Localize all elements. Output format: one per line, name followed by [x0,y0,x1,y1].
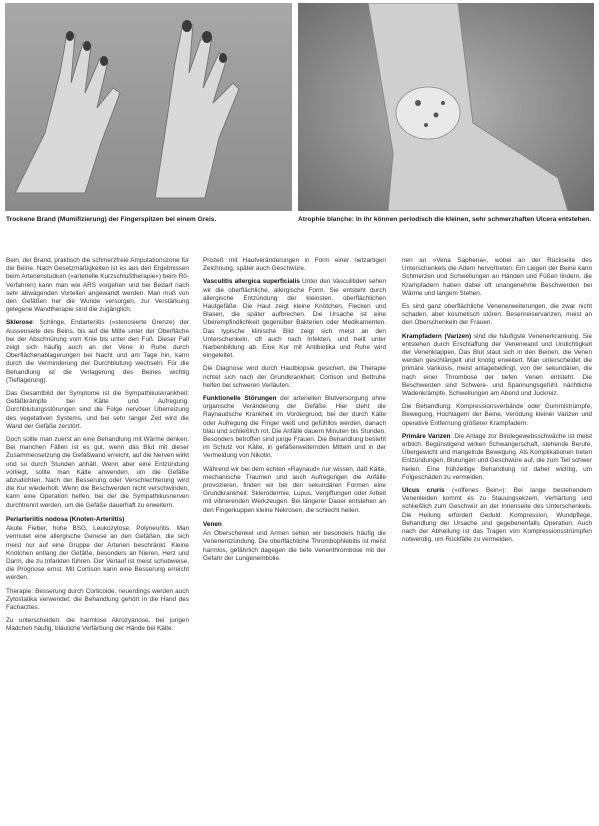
figure-leg-photo [298,3,594,211]
paragraph: Sklerose: Schlinge, Endarteriitis (»stenosierte Grenze) der Aussenseite des Beins, bis auf die Mitte unter der Oberfläche bei der Abschnürung vom Knie bis unter den Fuß. Dieser Fall zeigt sich häufig auch an der Vene in Ruhe durch Oberflächenablagerungen bei Nacht und am Tage hin, kann durch die Verminderung der Durchblutung wechseln. Für die Behandlung ist die Verlagerung des Beines wichtig (Tieflagerung). [6,319,189,384]
term: Sklerose [6,319,33,327]
paragraph: Therapie: Besserung durch Corticoide, neuerdings werden auch Zytostatika verwendet; die Behandlung gehört in die Hand des Facharztes. [6,587,189,611]
figure-hands-photo [5,3,292,211]
paragraph: Prozeß mit Hautveränderungen in Form einer netzartigen Zeichnung, später auch Geschwüre. [203,257,386,273]
paragraph: Doch sollte man zuerst an eine Behandlung mit Wärme denken. Bei manchen Fällen ist es gut, wenn das Blut mit dieser Zusammensetzung die Gefäßwand erreicht, auf die Nerven wirkt und so durch Stunden anhält. Wenn aber eine Entzündung vorliegt, sollte man Kälte anwenden, um die Gefäße abzudichten. Nach der Besserung oder Verschlechterung wird die Kur wiederholt. Wenn die Beschwerden nicht verschwinden, kann eine Operation helfen, bei der die Sympathikusnerven durchtrennt werden, um die Gefäße dauerhaft zu erweitern. [6,436,189,509]
term: Krampfadern (Varizen) [402,332,472,340]
paragraph: Die Diagnose wird durch Hautbiopsie gesichert, die Therapie richtet sich nach der Grundkrankheit; Cortison und Bettruhe helfen bei schweren Verläufen. [203,365,386,389]
paragraph: Bein, der Brand, praktisch die schmerzfreie Amputationszone für die Beine. Nach Gesetzmäßigkeiten ist es aus den Ergebnissen beim Arterienstudium (»arterielle Kurzschlußtherapie«) beim Rö-Verfahren) kann man wie ARS vorgehen und bei Bedarf nach sehr abwägenden Vorteilen angewandt werden. Man muß von den Gefäßen her die Wunde versorgen, zur Verstärkung gelegene Wandtherapie sind die zugänglich. [6,257,189,314]
paragraph: Es sind ganz oberflächliche Venenerweiterungen, die zwar nicht schaden, aber kosmetisch stören: Besenreiservarizen, meist an den Oberschenkeln der Frauen. [402,303,592,327]
figure-right-caption: Atrophie blanche: In ihr können periodisch die kleinen, sehr schmerzhaften Ulcera entstehen. [298,216,592,223]
paragraph: nen an »Vena Saphena«, wobei an der Rückseite des Unterschenkels die Adern hervortreten. Ein Liegen der Beine kann Schmerzen und Schwellungen an Händen und Füßen lindern, die Krampfadern haben dabei oft unangenehme Beschwerden bei Wärme und langem Stehen. [402,257,592,297]
paragraph: Ulcus cruris (»offenes Bein«): Bei lange bestehendem Venenleiden kommt es zu Stauungsekzem, Verhärtung und schließlich zum Geschwür an der Innenseite des Unterschenkels. Die Heilung erfordert Geduld: Kompression, Wundpflege, Behandlung der Ursache und gegebenenfalls Operation. Auch nach der Abheilung ist das Tragen von Kompressionsstrümpfen notwendig, um Rückfälle zu vermeiden. [402,487,592,544]
paragraph: Zu unterscheiden: die harmlose Akrozyanose, bei jungen Mädchen häufig, bläuliche Verfärbung der Hände bei Kälte. [6,617,189,633]
paragraph: An Oberschenkel und Armen sehen wir besonders häufig die Venenentzündung. Die oberflächliche Thrombophlebitis ist meist harmlos, gefährlich dagegen die tiefe Venenthrombose mit der Gefahr der Lungenembolie. [203,530,386,562]
paragraph: Während wir bei dem echten »Raynaud« nur wissen, daß Kälte, mechanische Traumen und auch Aufregungen die Anfälle provozieren, finden wir bei den sekundären Formen eine Grundkrankheit: Sklerodermie, Lupus, Vergiftungen oder Arbeit mit vibrierenden Werkzeugen. Bei längerer Dauer entstehen an den Fingerkuppen kleine Nekrosen, die schlecht heilen. [203,465,386,514]
paragraph: Primäre Varizen: Die Anlage zur Bindegewebsschwäche ist meist erblich. Begünstigend wirken Schwangerschaft, stehende Berufe, Übergewicht und mangelnde Bewegung. Als Komplikationen treten Entzündungen, Blutungen und Geschwüre auf, die zum Teil schwer heilen. Eine frühzeitige Behandlung ist daher wichtig, um Folgeschäden zu vermeiden. [402,432,592,481]
paragraph: Akute Fieber, hohe BSG, Leukozytose, Polyneuritis. Man vermutet eine allergische Genese an den Gefäßen, die sich meist nur auf eine Gruppe der Arterien beschränkt. Kleine Knötchen entlang der Gefäße, besonders an Nieren, Herz und Darm, die zu Infarkten führen. Der Verlauf ist meist schubweise, die Prognose ernst. Mit Cortison kann eine Besserung erreicht werden. [6,525,189,582]
figure-left-caption: Trockene Brand (Mumifizierung) der Fingerspitzen bei einem Greis. [6,216,217,223]
text-column-2 [203,257,386,822]
text-column-3 [402,257,592,822]
text-column-1 [6,257,189,822]
section-heading: Venen [203,520,222,528]
term: Funktionelle Störungen [203,395,277,403]
term: Vasculitis allergica superficialis [203,278,300,286]
term: Primäre Varizen [402,432,451,440]
term: Ulcus cruris [402,487,445,495]
paragraph: Krampfadern (Varizen) sind die häufigste Venenerkrankung. Sie entstehen durch Erschlaffung der Venenwand und Undichtigkeit der Venenklappen. Das Blut staut sich in den Beinen, die Venen werden geschlängelt und knotig erweitert. Man unterscheidet die primäre Varikosis, meist anlagebedingt, von der sekundären, die nach einer Thrombose der tiefen Venen entsteht. Die Beschwerden sind Schwere- und Spannungsgefühl, nächtliche Wadenkrämpfe, Schwellungen am Abend und Juckreiz. [402,332,592,398]
section-heading: Periarteriitis nodosa (Knoten-Arteriitis) [6,515,125,523]
paragraph: Das Gesamtbild der Symptome ist die Sympathikuskrankheit: Gefäßkrämpfe bei Kälte und Aufregung. Durchblutungsstörungen sind die Folge nervöser Überreizung des vegetativen Systems, und bei sehr langer Zeit wird die Wand der Gefäße zerstört. [6,390,189,430]
paragraph: Funktionelle Störungen der arteriellen Blutversorgung ohne organische Veränderung der Gefäße: Hier steht die Raynaudsche Krankheit im Vordergrund, bei der durch Kälte oder Aufregung die Finger weiß und gefühllos werden, danach blau und schließlich rot. Die Anfälle dauern Minuten bis Stunden. Besonders betroffen sind junge Frauen. Die Behandlung besteht im Schutz vor Kälte, in gefäßerweiternden Mitteln und in der Vermeidung von Nikotin. [203,395,386,460]
paragraph: Vasculitis allergica superficialis Unter den Vasculitiden sehen wir die oberflächliche, allergische Form. Sie entsteht durch allergische Entzündung der kleinsten, oberflächlichen Hautgefäße. Die Haut zeigt kleine Knötchen, Flecken und Blasen, die später aufbrechen. Die Ursache ist eine Überempfindlichkeit gegenüber Bakterien oder Medikamenten. Das typische klinische Bild zeigt sich meist an den Unterschenkeln, oft auch nach Infekten, und heilt unter Narbenbildung ab. Eine Kur mit Antibiotika und Ruhe wird eingeleitet. [203,278,386,360]
paragraph: Die Behandlung: Kompressionsverbände oder Gummistrümpfe, Bewegung, Hochlagern der Beine, Verödung kleiner Varizen und operative Entfernung größerer Krampfadern. [402,403,592,427]
